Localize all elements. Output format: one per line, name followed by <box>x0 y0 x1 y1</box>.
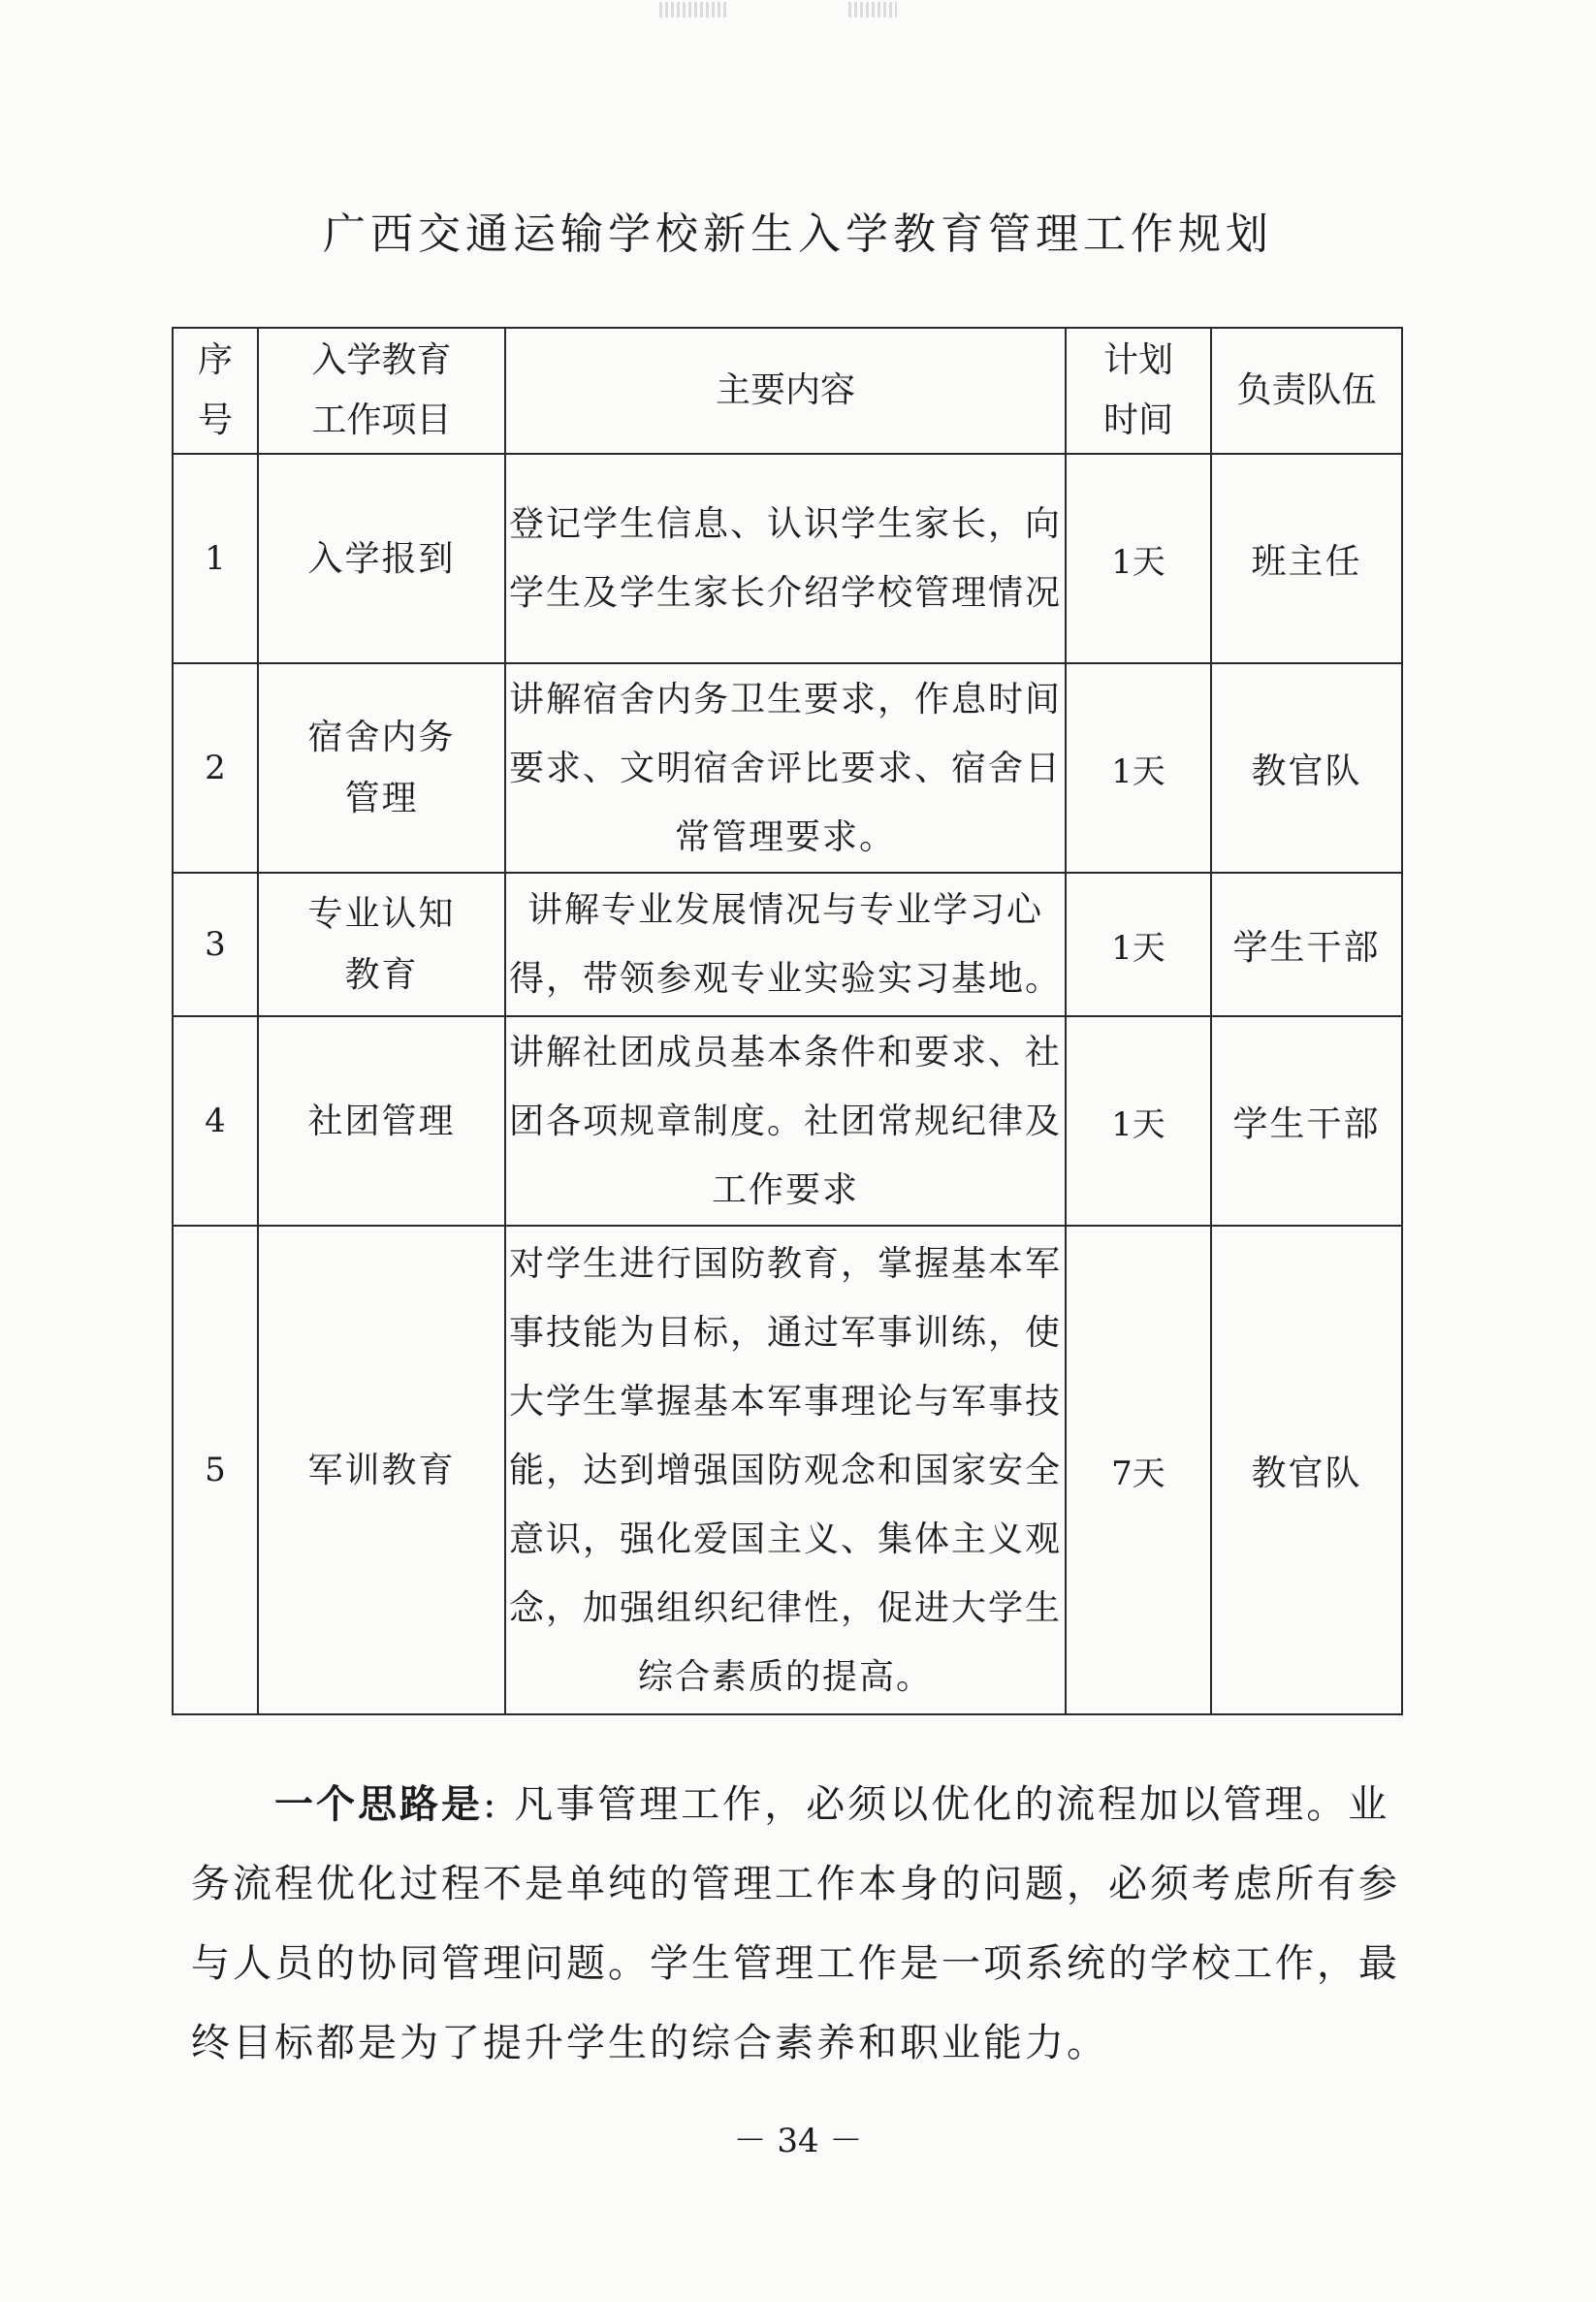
scan-artifact <box>659 2 727 17</box>
header-content: 主要内容 <box>505 328 1066 454</box>
row-team: 班主任 <box>1211 454 1402 663</box>
row-seq: 2 <box>173 663 258 873</box>
header-team: 负责队伍 <box>1211 328 1402 454</box>
row-time: 1天 <box>1066 454 1211 663</box>
header-seq: 序号 <box>173 328 258 454</box>
row-item: 入学报到 <box>258 454 505 663</box>
row-seq: 4 <box>173 1016 258 1226</box>
table-row <box>173 663 1402 873</box>
row-team: 教官队 <box>1211 1226 1402 1714</box>
row-item: 专业认知教育 <box>258 873 505 1016</box>
row-seq: 5 <box>173 1226 258 1714</box>
page-title: 广西交通运输学校新生入学教育管理工作规划 <box>323 209 1273 259</box>
header-item: 入学教育工作项目 <box>258 328 505 454</box>
page-number: － 34 － <box>733 2122 863 2160</box>
row-team: 学生干部 <box>1211 873 1402 1016</box>
row-item: 社团管理 <box>258 1016 505 1226</box>
table-row <box>173 454 1402 663</box>
row-content: 讲解专业发展情况与专业学习心得，带领参观专业实验实习基地。 <box>505 873 1066 1016</box>
row-content: 对学生进行国防教育，掌握基本军事技能为目标，通过军事训练，使大学生掌握基本军事理论与军事技能，达到增强国防观念和国家安全意识，强化爱国主义、集体主义观念，加强组织纪律性，促进大学生综合素质的提高。 <box>505 1226 1066 1714</box>
body-paragraph <box>191 1765 1401 2083</box>
scan-artifact <box>848 2 897 17</box>
row-team: 教官队 <box>1211 663 1402 873</box>
table-row <box>173 1016 1402 1226</box>
row-seq: 1 <box>173 454 258 663</box>
row-team: 学生干部 <box>1211 1016 1402 1226</box>
row-time: 1天 <box>1066 1016 1211 1226</box>
row-item: 军训教育 <box>258 1226 505 1714</box>
plan-table <box>172 327 1403 1715</box>
row-content: 讲解社团成员基本条件和要求、社团各项规章制度。社团常规纪律及工作要求 <box>505 1016 1066 1226</box>
table-header-row <box>173 328 1402 454</box>
row-content: 登记学生信息、认识学生家长，向学生及学生家长介绍学校管理情况 <box>505 454 1066 663</box>
row-time: 1天 <box>1066 663 1211 873</box>
paragraph-lead: 一个思路是 <box>274 1781 483 1827</box>
table-row <box>173 873 1402 1016</box>
row-time: 7天 <box>1066 1226 1211 1714</box>
row-item: 宿舍内务管理 <box>258 663 505 873</box>
table-row <box>173 1226 1402 1714</box>
row-seq: 3 <box>173 873 258 1016</box>
paragraph-body: : 凡事管理工作，必须以优化的流程加以管理。业务流程优化过程不是单纯的管理工作本身的问题，必须考虑所有参与人员的协同管理问题。学生管理工作是一项系统的学校工作，最终目标都是为了提升学生的综合素养和职业能力。 <box>191 1782 1400 2065</box>
row-content: 讲解宿舍内务卫生要求，作息时间要求、文明宿舍评比要求、宿舍日常管理要求。 <box>505 663 1066 873</box>
row-time: 1天 <box>1066 873 1211 1016</box>
header-time: 计划时间 <box>1066 328 1211 454</box>
